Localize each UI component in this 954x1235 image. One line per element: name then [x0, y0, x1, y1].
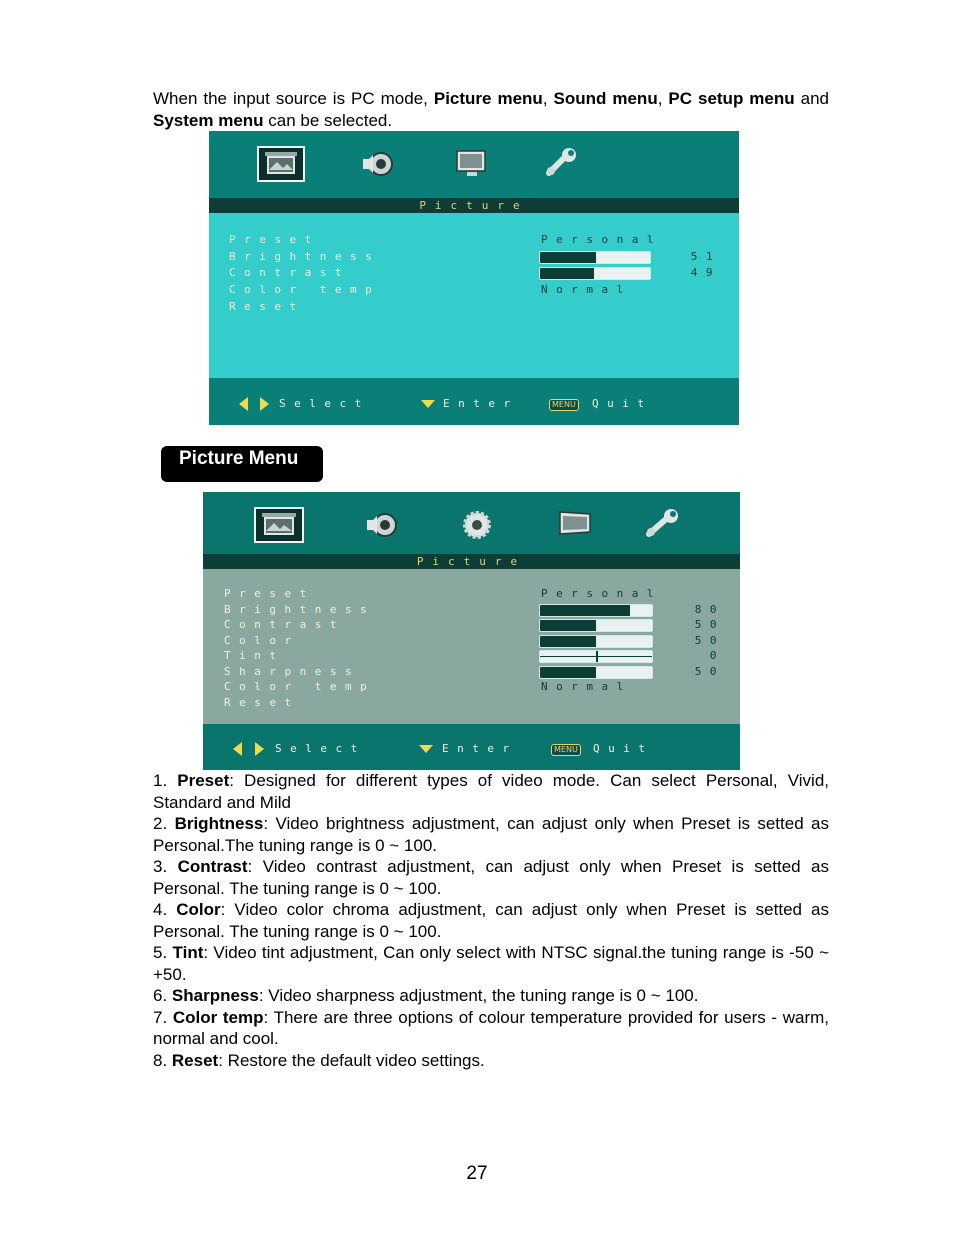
intro-text: and	[794, 89, 829, 108]
osd-row-value: Normal	[541, 680, 632, 693]
osd-level-fill	[540, 252, 596, 263]
osd-row-value: Normal	[541, 283, 632, 297]
description-text: : Designed for different types of video mode. Can select Personal, Vivid, Standard and Mild	[153, 771, 829, 812]
down-arrow-icon	[421, 400, 435, 408]
osd-title: Picture	[203, 554, 740, 569]
description-item	[153, 813, 829, 856]
osd-level-fill	[540, 667, 596, 678]
picture-icon[interactable]	[257, 146, 305, 182]
osd-level-fill	[540, 605, 630, 616]
description-item	[153, 942, 829, 985]
description-number: 5.	[153, 943, 173, 962]
description-text: : Video contrast adjustment, can adjust only when Preset is setted as Personal. The tuning range is 0 ~ 100.	[153, 857, 829, 898]
osd-row-value: 50	[694, 664, 725, 678]
osd-icon-bar	[209, 131, 739, 198]
osd-row-label[interactable]: Color temp	[229, 283, 381, 297]
description-number: 7.	[153, 1007, 173, 1027]
description-item	[153, 1050, 829, 1072]
description-text: : Video tint adjustment, Can only select with NTSC signal.the tuning range is -50 ~ +50.	[153, 943, 830, 984]
osd-row-label[interactable]: Contrast	[224, 618, 345, 631]
setup-icon[interactable]	[455, 508, 499, 542]
osd-level-bar[interactable]	[539, 666, 653, 679]
osd-row-value: 51	[690, 249, 721, 263]
page-number: 27	[466, 1163, 488, 1184]
osd-row-label[interactable]: Preset	[229, 233, 320, 246]
description-term: Brightness	[174, 814, 264, 833]
description-item	[153, 770, 829, 813]
left-arrow-icon	[233, 742, 242, 756]
pc-icon[interactable]	[556, 508, 596, 540]
osd-row-label[interactable]: Tint	[224, 649, 285, 662]
intro-text: can be selected.	[263, 111, 393, 130]
osd-level-bar[interactable]	[539, 251, 651, 264]
osd-row-value: 80	[694, 602, 725, 616]
osd-level-fill	[540, 620, 596, 631]
osd-row-label[interactable]: Sharpness	[224, 664, 361, 678]
down-arrow-icon	[419, 745, 433, 753]
description-text: : Restore the default video settings.	[218, 1050, 485, 1070]
osd-row-label[interactable]: Brightness	[229, 249, 381, 263]
osd-row-label[interactable]: Color temp	[224, 680, 376, 693]
description-number: 8.	[153, 1050, 172, 1070]
intro-sep: ,	[542, 89, 554, 108]
footer-select-label: Select	[279, 397, 370, 410]
description-term: Color	[176, 900, 221, 919]
description-term: Sharpness	[171, 986, 259, 1005]
description-item	[153, 899, 829, 942]
osd-row-value: 50	[694, 633, 725, 647]
picture-icon[interactable]	[254, 507, 304, 543]
osd-row-label[interactable]: Reset	[229, 299, 305, 313]
term-pc-setup-menu: PC setup menu	[668, 89, 795, 108]
system-icon[interactable]	[643, 508, 683, 540]
intro-text: When the input source is PC mode,	[153, 89, 434, 108]
footer-select-label: Select	[275, 742, 366, 755]
right-arrow-icon	[255, 742, 264, 756]
description-text: : Video color chroma adjustment, can adjust only when Preset is setted as Personal. The tuning range is 0 ~ 100.	[153, 900, 829, 941]
osd-footer	[209, 378, 739, 425]
osd-level-bar[interactable]	[539, 635, 653, 648]
right-arrow-icon	[260, 397, 269, 411]
osd-row-label[interactable]: Brightness	[224, 602, 376, 616]
left-arrow-icon	[239, 397, 248, 411]
description-text: : Video sharpness adjustment, the tuning range is 0 ~ 100.	[258, 986, 699, 1005]
description-term: Reset	[171, 1050, 219, 1070]
description-number: 6.	[153, 986, 172, 1005]
description-number: 4.	[153, 900, 177, 919]
sound-icon[interactable]	[359, 149, 399, 179]
description-text: : Video brightness adjustment, can adjust only when Preset is setted as Personal.The tuning range is 0 ~ 100.	[153, 814, 829, 855]
footer-enter-label: Enter	[442, 742, 518, 755]
osd-footer	[203, 724, 740, 770]
osd-level-fill	[540, 636, 596, 647]
osd-picture-menu	[203, 492, 740, 770]
osd-pc-picture-menu	[209, 131, 739, 425]
osd-level-bar[interactable]	[539, 267, 651, 280]
description-term: Contrast	[177, 857, 248, 876]
description-number: 2.	[153, 814, 175, 833]
sound-icon[interactable]	[363, 510, 403, 540]
system-icon[interactable]	[543, 147, 581, 179]
footer-quit-label: Quit	[593, 742, 654, 755]
osd-level-bar[interactable]	[539, 650, 653, 663]
footer-quit-label: Quit	[592, 397, 653, 410]
description-number: 1.	[153, 771, 178, 790]
osd-row-value: Personal	[541, 587, 662, 600]
description-item	[153, 856, 829, 899]
osd-level-bar[interactable]	[539, 619, 653, 632]
term-sound-menu: Sound menu	[553, 89, 658, 108]
osd-row-value: 49	[690, 266, 721, 280]
osd-row-label[interactable]: Reset	[224, 695, 300, 709]
description-term: Preset	[177, 771, 230, 790]
osd-row-label[interactable]: Preset	[224, 587, 315, 600]
tint-center-line	[540, 656, 652, 657]
osd-row-value: Personal	[541, 233, 662, 246]
description-term: Color temp	[172, 1007, 264, 1027]
osd-row-value: 0	[709, 649, 725, 662]
osd-level-fill	[540, 268, 594, 279]
footer-enter-label: Enter	[443, 397, 519, 410]
osd-icon-bar	[203, 492, 740, 554]
description-term: Tint	[172, 943, 204, 962]
osd-row-label[interactable]: Color	[224, 633, 300, 647]
osd-title: Picture	[209, 198, 739, 213]
osd-row-label[interactable]: Contrast	[229, 266, 350, 280]
osd-level-bar[interactable]	[539, 604, 653, 617]
pc-setup-icon[interactable]	[453, 147, 491, 179]
intro-paragraph	[153, 88, 829, 132]
description-number: 3.	[153, 857, 178, 876]
term-picture-menu: Picture menu	[433, 89, 543, 108]
intro-sep: ,	[657, 89, 669, 108]
section-heading: Picture Menu	[161, 446, 323, 482]
description-text: : There are three options of colour temperature provided for users - warm, normal and cool.	[153, 1007, 829, 1048]
term-system-menu: System menu	[153, 111, 264, 130]
item-descriptions	[153, 770, 829, 1071]
description-item	[153, 985, 829, 1007]
menu-button-icon: MENU	[551, 744, 581, 756]
menu-button-icon: MENU	[549, 399, 579, 411]
osd-row-value: 50	[694, 618, 725, 631]
description-item	[153, 1007, 829, 1050]
